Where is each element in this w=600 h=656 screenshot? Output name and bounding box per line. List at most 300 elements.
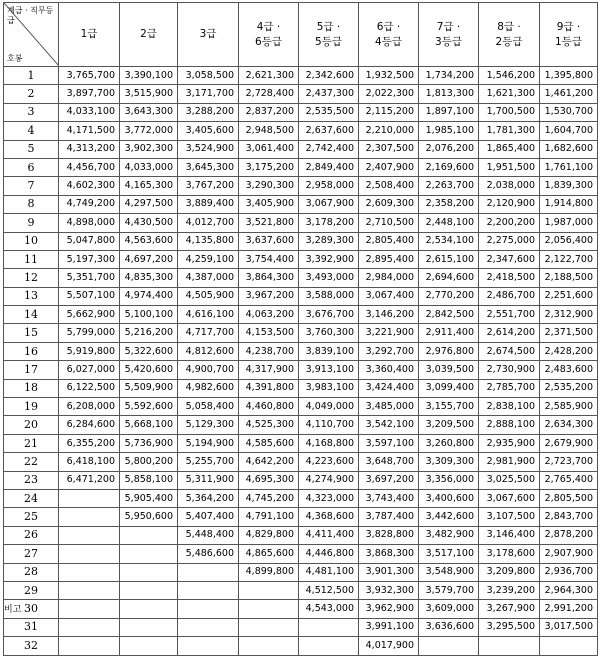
salary-cell: 4,110,700 (299, 416, 359, 434)
salary-cell: 2,838,100 (479, 398, 540, 416)
step-number-cell: 8 (4, 195, 59, 213)
column-header (479, 3, 540, 67)
column-header-line: 6등급 (255, 35, 282, 48)
salary-cell: 5,509,900 (120, 379, 178, 397)
salary-cell: 3,767,200 (178, 177, 239, 195)
step-number-cell: 30 (4, 600, 59, 618)
table-row (4, 581, 598, 599)
salary-cell: 3,597,100 (359, 434, 419, 452)
salary-cell: 2,428,200 (540, 342, 598, 360)
salary-cell: 3,579,700 (419, 581, 479, 599)
salary-cell: 3,309,300 (419, 453, 479, 471)
salary-cell: 4,323,000 (299, 489, 359, 507)
table-row (4, 177, 598, 195)
salary-cell: 6,355,200 (59, 434, 120, 452)
salary-cell: 3,025,500 (479, 471, 540, 489)
salary-cell: 3,493,000 (299, 269, 359, 287)
table-row (4, 361, 598, 379)
salary-cell: 2,585,900 (540, 398, 598, 416)
column-header-line: 5급 · (316, 20, 341, 33)
salary-cell: 1,682,600 (540, 140, 598, 158)
salary-cell: 2,486,700 (479, 287, 540, 305)
salary-cell: 4,168,800 (299, 434, 359, 452)
salary-cell: 1,530,700 (540, 103, 598, 121)
salary-cell: 2,437,300 (299, 85, 359, 103)
salary-cell: 2,371,500 (540, 324, 598, 342)
salary-cell: 2,849,400 (299, 158, 359, 176)
salary-cell: 3,067,900 (299, 195, 359, 213)
salary-cell: 2,935,900 (479, 434, 540, 452)
table-row (4, 489, 598, 507)
salary-cell: 4,982,600 (178, 379, 239, 397)
salary-cell: 5,364,200 (178, 489, 239, 507)
salary-cell: 3,442,600 (419, 508, 479, 526)
table-row (4, 195, 598, 213)
salary-cell: 4,446,800 (299, 545, 359, 563)
salary-cell: 3,913,100 (299, 361, 359, 379)
step-number-cell: 3 (4, 103, 59, 121)
table-row (4, 563, 598, 581)
salary-cell: 1,813,300 (419, 85, 479, 103)
salary-cell (59, 618, 120, 636)
salary-cell: 4,033,000 (120, 158, 178, 176)
salary-cell: 3,760,300 (299, 324, 359, 342)
salary-cell: 3,017,500 (540, 618, 598, 636)
salary-cell: 2,407,900 (359, 158, 419, 176)
salary-cell: 2,679,900 (540, 434, 598, 452)
step-number-cell: 20 (4, 416, 59, 434)
salary-cell: 4,049,000 (299, 398, 359, 416)
salary-cell: 2,508,400 (359, 177, 419, 195)
salary-cell: 2,728,400 (239, 85, 299, 103)
salary-cell: 3,648,700 (359, 453, 419, 471)
salary-cell: 3,787,400 (359, 508, 419, 526)
salary-cell: 3,392,900 (299, 250, 359, 268)
salary-cell: 3,901,300 (359, 563, 419, 581)
salary-cell: 5,194,900 (178, 434, 239, 452)
column-header-line: 1등급 (555, 35, 582, 48)
salary-cell: 1,839,300 (540, 177, 598, 195)
salary-cell: 5,662,900 (59, 306, 120, 324)
table-row (4, 471, 598, 489)
salary-cell: 4,616,100 (178, 306, 239, 324)
table-row (4, 618, 598, 636)
salary-cell: 2,976,800 (419, 342, 479, 360)
table-row (4, 287, 598, 305)
salary-cell: 5,950,600 (120, 508, 178, 526)
salary-cell: 1,461,200 (540, 85, 598, 103)
salary-cell (120, 637, 178, 655)
salary-cell: 3,991,100 (359, 618, 419, 636)
salary-cell: 3,360,400 (359, 361, 419, 379)
salary-cell: 4,512,500 (299, 581, 359, 599)
column-header (239, 3, 299, 67)
salary-cell: 2,056,400 (540, 232, 598, 250)
salary-cell: 2,120,900 (479, 195, 540, 213)
salary-cell: 5,255,700 (178, 453, 239, 471)
salary-cell: 2,948,500 (239, 122, 299, 140)
column-header (59, 3, 120, 67)
salary-cell: 4,153,500 (239, 324, 299, 342)
table-row (4, 453, 598, 471)
salary-cell: 4,430,500 (120, 214, 178, 232)
column-header-line: 3급 (199, 28, 217, 40)
step-number-cell: 24 (4, 489, 59, 507)
salary-cell: 5,905,400 (120, 489, 178, 507)
salary-cell: 6,122,500 (59, 379, 120, 397)
salary-cell: 2,275,000 (479, 232, 540, 250)
salary-cell: 2,958,000 (299, 177, 359, 195)
salary-cell: 1,987,000 (540, 214, 598, 232)
salary-cell: 2,742,400 (299, 140, 359, 158)
salary-cell: 3,146,400 (479, 526, 540, 544)
salary-cell: 3,521,800 (239, 214, 299, 232)
salary-cell (59, 637, 120, 655)
salary-cell (59, 600, 120, 618)
salary-cell: 2,022,300 (359, 85, 419, 103)
salary-cell: 2,535,500 (299, 103, 359, 121)
salary-cell: 3,171,700 (178, 85, 239, 103)
column-header-line: 6급 · (376, 20, 401, 33)
salary-cell: 1,734,200 (419, 67, 479, 85)
step-number-cell: 21 (4, 434, 59, 452)
salary-cell: 2,551,700 (479, 306, 540, 324)
salary-cell: 3,932,300 (359, 581, 419, 599)
salary-cell: 4,900,700 (178, 361, 239, 379)
step-number-cell: 15 (4, 324, 59, 342)
salary-cell: 4,898,000 (59, 214, 120, 232)
salary-cell: 4,865,600 (239, 545, 299, 563)
salary-cell: 4,297,500 (120, 195, 178, 213)
table-row (4, 103, 598, 121)
salary-cell: 4,602,300 (59, 177, 120, 195)
salary-cell: 2,307,500 (359, 140, 419, 158)
salary-cell: 2,984,000 (359, 269, 419, 287)
salary-cell: 4,171,500 (59, 122, 120, 140)
column-header-line: 2등급 (495, 35, 523, 48)
salary-cell: 1,985,100 (419, 122, 479, 140)
salary-cell: 3,067,600 (479, 489, 540, 507)
salary-cell: 2,765,400 (540, 471, 598, 489)
salary-cell: 3,039,500 (419, 361, 479, 379)
salary-cell: 5,919,800 (59, 342, 120, 360)
salary-cell (479, 637, 540, 655)
step-number-cell: 25 (4, 508, 59, 526)
salary-cell: 3,676,700 (299, 306, 359, 324)
salary-cell: 2,694,600 (419, 269, 479, 287)
salary-cell (239, 637, 299, 655)
step-number-cell: 17 (4, 361, 59, 379)
salary-cell: 3,424,400 (359, 379, 419, 397)
column-header (120, 3, 178, 67)
salary-cell: 2,805,400 (359, 232, 419, 250)
salary-cell: 3,902,300 (120, 140, 178, 158)
salary-cell: 2,843,700 (540, 508, 598, 526)
salary-cell: 3,765,700 (59, 67, 120, 85)
corner-header-grade-label: 계급 · 직무등급 (7, 6, 54, 25)
salary-cell: 3,175,200 (239, 158, 299, 176)
salary-cell: 3,292,700 (359, 342, 419, 360)
salary-cell: 4,749,200 (59, 195, 120, 213)
salary-cell: 3,260,800 (419, 434, 479, 452)
salary-cell (178, 600, 239, 618)
salary-cell: 2,115,200 (359, 103, 419, 121)
column-header-line: 2급 (140, 28, 157, 40)
salary-cell: 4,017,900 (359, 637, 419, 655)
salary-cell (178, 637, 239, 655)
salary-cell: 3,743,400 (359, 489, 419, 507)
salary-cell: 3,178,200 (299, 214, 359, 232)
salary-cell: 3,839,100 (299, 342, 359, 360)
salary-cell: 2,710,500 (359, 214, 419, 232)
salary-cell: 4,717,700 (178, 324, 239, 342)
salary-cell (178, 581, 239, 599)
column-header (359, 3, 419, 67)
salary-cell: 3,400,600 (419, 489, 479, 507)
salary-cell: 5,047,800 (59, 232, 120, 250)
column-header (540, 3, 598, 67)
salary-cell: 4,238,700 (239, 342, 299, 360)
salary-cell: 4,259,100 (178, 250, 239, 268)
salary-cell: 2,770,200 (419, 287, 479, 305)
column-header-line: 4등급 (375, 35, 402, 48)
step-number-cell: 26 (4, 526, 59, 544)
salary-cell: 6,208,000 (59, 398, 120, 416)
salary-cell: 5,486,600 (178, 545, 239, 563)
salary-cell: 4,745,200 (239, 489, 299, 507)
table-row (4, 600, 598, 618)
salary-cell: 5,058,400 (178, 398, 239, 416)
salary-cell: 5,736,900 (120, 434, 178, 452)
salary-cell: 5,420,600 (120, 361, 178, 379)
salary-cell: 3,637,600 (239, 232, 299, 250)
salary-cell: 3,482,900 (419, 526, 479, 544)
salary-cell: 4,317,900 (239, 361, 299, 379)
salary-cell: 1,621,300 (479, 85, 540, 103)
salary-cell: 3,289,300 (299, 232, 359, 250)
table-row (4, 232, 598, 250)
table-row (4, 342, 598, 360)
salary-cell: 3,178,600 (479, 545, 540, 563)
salary-cell: 5,216,200 (120, 324, 178, 342)
table-row (4, 416, 598, 434)
salary-cell: 2,210,000 (359, 122, 419, 140)
step-number-cell: 22 (4, 453, 59, 471)
table-row (4, 398, 598, 416)
step-number-cell: 27 (4, 545, 59, 563)
salary-cell: 3,524,900 (178, 140, 239, 158)
step-number-cell: 9 (4, 214, 59, 232)
header-row (4, 3, 598, 67)
salary-cell: 3,542,100 (359, 416, 419, 434)
salary-cell: 3,239,200 (479, 581, 540, 599)
step-number-cell: 28 (4, 563, 59, 581)
salary-cell: 3,754,400 (239, 250, 299, 268)
salary-cell: 1,951,500 (479, 158, 540, 176)
salary-cell: 2,842,500 (419, 306, 479, 324)
salary-cell (120, 563, 178, 581)
salary-cell: 5,858,100 (120, 471, 178, 489)
table-row (4, 214, 598, 232)
salary-cell: 2,888,100 (479, 416, 540, 434)
salary-cell: 2,535,200 (540, 379, 598, 397)
step-number-cell: 23 (4, 471, 59, 489)
salary-cell: 5,800,200 (120, 453, 178, 471)
salary-cell: 2,674,500 (479, 342, 540, 360)
step-number-cell: 29 (4, 581, 59, 599)
salary-cell (178, 563, 239, 581)
salary-cell: 1,761,100 (540, 158, 598, 176)
salary-cell: 2,122,700 (540, 250, 598, 268)
step-number-cell: 11 (4, 250, 59, 268)
step-number-cell: 1 (4, 67, 59, 85)
salary-cell: 5,322,600 (120, 342, 178, 360)
step-number-cell: 4 (4, 122, 59, 140)
salary-cell: 3,221,900 (359, 324, 419, 342)
salary-cell: 3,405,600 (178, 122, 239, 140)
salary-cell (120, 600, 178, 618)
table-row (4, 85, 598, 103)
salary-cell (59, 508, 120, 526)
table-row (4, 122, 598, 140)
salary-cell: 5,448,400 (178, 526, 239, 544)
salary-cell: 3,967,200 (239, 287, 299, 305)
table-row (4, 269, 598, 287)
salary-cell: 3,107,500 (479, 508, 540, 526)
column-header-line: 3등급 (435, 35, 462, 48)
salary-cell: 1,700,500 (479, 103, 540, 121)
step-number-cell: 31 (4, 618, 59, 636)
salary-cell: 3,288,200 (178, 103, 239, 121)
salary-cell: 2,534,100 (419, 232, 479, 250)
step-number-cell: 18 (4, 379, 59, 397)
corner-header-cell (4, 3, 59, 67)
salary-cell: 5,592,600 (120, 398, 178, 416)
salary-cell: 4,481,100 (299, 563, 359, 581)
salary-cell (178, 618, 239, 636)
salary-cell: 3,099,400 (419, 379, 479, 397)
salary-cell: 1,604,700 (540, 122, 598, 140)
salary-cell: 2,038,000 (479, 177, 540, 195)
salary-cell: 2,347,600 (479, 250, 540, 268)
salary-cell: 4,063,200 (239, 306, 299, 324)
salary-cell: 4,642,200 (239, 453, 299, 471)
step-number-cell: 7 (4, 177, 59, 195)
salary-cell: 2,358,200 (419, 195, 479, 213)
salary-cell: 3,828,800 (359, 526, 419, 544)
salary-cell (540, 637, 598, 655)
column-header-line: 4급 · (256, 20, 281, 33)
salary-cell: 3,146,200 (359, 306, 419, 324)
salary-cell: 3,868,300 (359, 545, 419, 563)
step-number-cell: 6 (4, 158, 59, 176)
salary-cell: 1,395,800 (540, 67, 598, 85)
salary-cell: 3,295,500 (479, 618, 540, 636)
salary-cell: 2,936,700 (540, 563, 598, 581)
column-header (299, 3, 359, 67)
salary-cell: 3,515,900 (120, 85, 178, 103)
salary-cell (120, 581, 178, 599)
salary-cell: 6,418,100 (59, 453, 120, 471)
salary-cell: 4,456,700 (59, 158, 120, 176)
salary-cell: 2,251,600 (540, 287, 598, 305)
salary-cell: 4,274,900 (299, 471, 359, 489)
salary-cell: 2,188,500 (540, 269, 598, 287)
salary-cell: 2,263,700 (419, 177, 479, 195)
salary-cell: 2,448,100 (419, 214, 479, 232)
salary-cell: 4,812,600 (178, 342, 239, 360)
table-row (4, 545, 598, 563)
salary-cell: 1,897,100 (419, 103, 479, 121)
step-number-cell: 16 (4, 342, 59, 360)
salary-cell: 4,899,800 (239, 563, 299, 581)
salary-cell: 2,609,300 (359, 195, 419, 213)
salary-cell: 4,368,600 (299, 508, 359, 526)
salary-cell: 2,907,900 (540, 545, 598, 563)
salary-cell: 4,033,100 (59, 103, 120, 121)
table-row (4, 434, 598, 452)
salary-cell: 5,799,000 (59, 324, 120, 342)
salary-cell: 4,505,900 (178, 287, 239, 305)
salary-cell: 3,517,100 (419, 545, 479, 563)
salary-cell: 3,609,000 (419, 600, 479, 618)
salary-cell: 2,981,900 (479, 453, 540, 471)
salary-cell: 4,391,800 (239, 379, 299, 397)
salary-cell: 3,356,000 (419, 471, 479, 489)
salary-cell: 3,697,200 (359, 471, 419, 489)
salary-cell: 4,460,800 (239, 398, 299, 416)
table-row (4, 379, 598, 397)
column-header (419, 3, 479, 67)
salary-cell: 4,135,800 (178, 232, 239, 250)
salary-cell (120, 545, 178, 563)
salary-cell: 3,962,900 (359, 600, 419, 618)
column-header-line: 9급 · (556, 20, 581, 33)
salary-cell (59, 526, 120, 544)
salary-cell: 3,061,400 (239, 140, 299, 158)
column-header (178, 3, 239, 67)
table-row (4, 508, 598, 526)
salary-cell: 2,418,500 (479, 269, 540, 287)
salary-cell: 1,914,800 (540, 195, 598, 213)
corner-header-step-label: 호봉 (7, 54, 23, 63)
salary-cell (419, 637, 479, 655)
salary-cell: 2,076,200 (419, 140, 479, 158)
salary-cell: 2,614,200 (479, 324, 540, 342)
salary-cell: 2,342,600 (299, 67, 359, 85)
salary-cell (239, 581, 299, 599)
salary-cell (59, 563, 120, 581)
salary-cell: 3,290,300 (239, 177, 299, 195)
table-row (4, 637, 598, 655)
salary-cell: 2,991,200 (540, 600, 598, 618)
salary-cell: 3,889,400 (178, 195, 239, 213)
salary-cell: 4,223,600 (299, 453, 359, 471)
salary-cell (59, 545, 120, 563)
salary-cell: 1,865,400 (479, 140, 540, 158)
step-number-cell: 12 (4, 269, 59, 287)
salary-cell: 2,723,700 (540, 453, 598, 471)
table-row (4, 67, 598, 85)
salary-cell (239, 600, 299, 618)
salary-cell: 3,645,300 (178, 158, 239, 176)
salary-cell: 3,983,100 (299, 379, 359, 397)
salary-cell: 3,209,500 (419, 416, 479, 434)
salary-cell: 3,588,000 (299, 287, 359, 305)
salary-cell: 5,100,100 (120, 306, 178, 324)
column-header-line: 1급 (80, 28, 98, 40)
salary-cell: 1,546,200 (479, 67, 540, 85)
